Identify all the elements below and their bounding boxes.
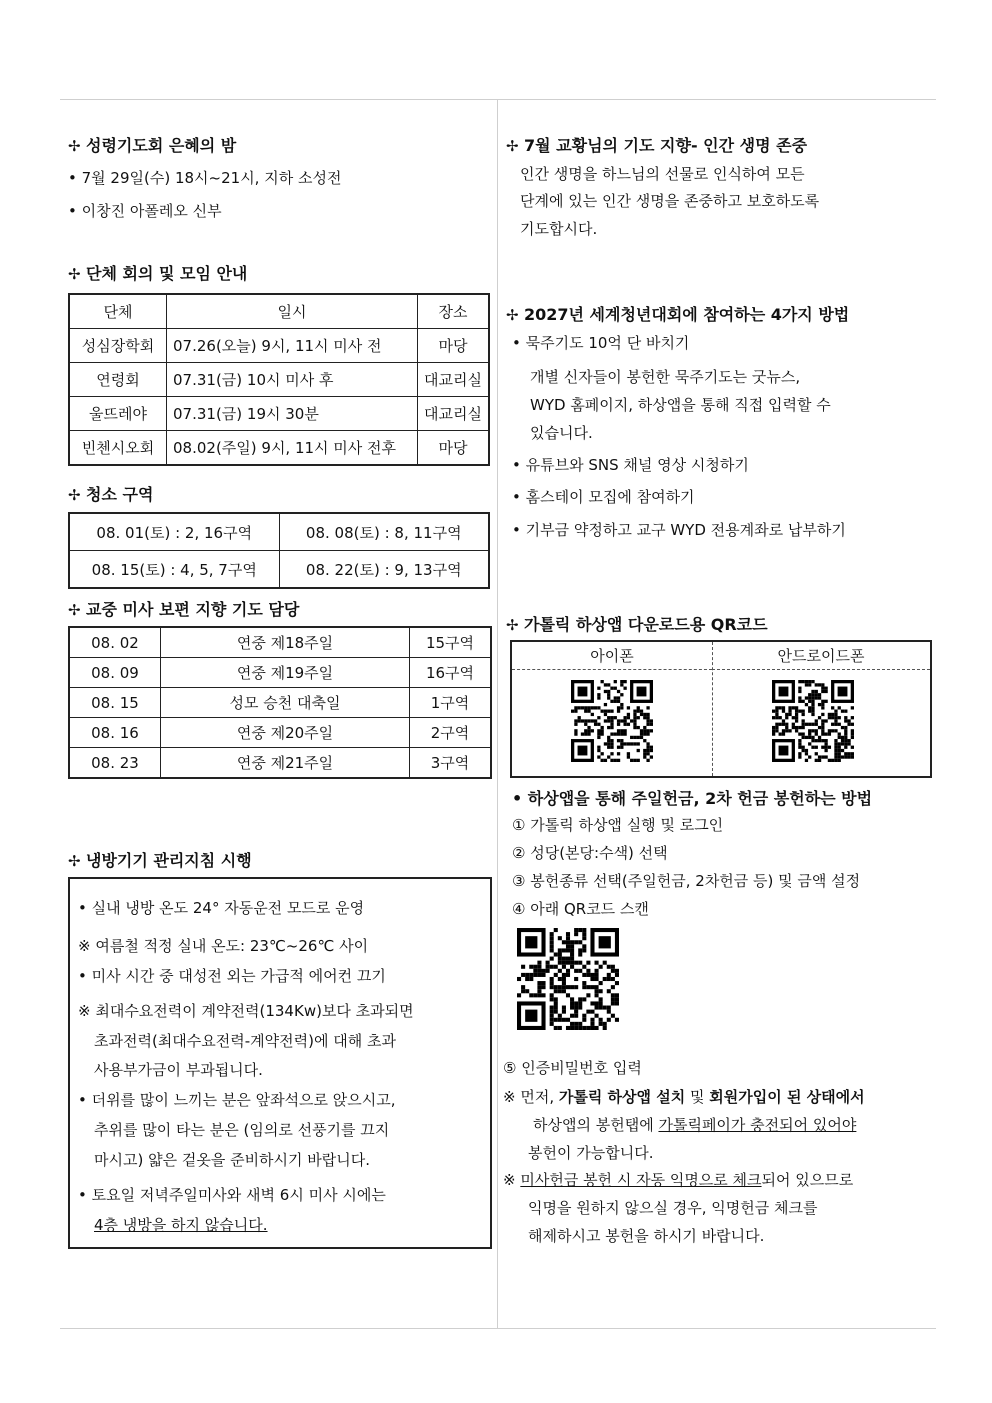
cell: 08. 15 (69, 688, 161, 718)
offering-note (533, 1114, 856, 1135)
cell: 연중 제20주일 (161, 718, 410, 748)
cell: 대교리실 (418, 363, 490, 397)
table-header (69, 294, 489, 329)
pope-line: 단계에 있는 인간 생명을 존중하고 보호하도록 (520, 192, 820, 210)
ac-line: • 토요일 저녁주일미사와 새벽 6시 미사 시에는 (78, 1186, 386, 1204)
table-row (69, 397, 489, 431)
cell: 08. 02 (69, 627, 161, 658)
note-text: ※ 먼저, (503, 1088, 559, 1106)
table-row (69, 658, 491, 688)
ac-line: 마시고) 얇은 겉옷을 준비하시기 바랍니다. (94, 1151, 371, 1169)
col-header: 장소 (418, 294, 490, 329)
table-row (69, 718, 491, 748)
cross-icon: ✢ (506, 137, 519, 155)
cell: 마당 (418, 431, 490, 466)
ac-line: • 미사 시간 중 대성전 외는 가급적 에어컨 끄기 (78, 967, 386, 985)
cell: 15구역 (410, 627, 492, 658)
offering-note: 익명을 원하지 않으실 경우, 익명헌금 체크를 (528, 1199, 818, 1217)
note-text: ※ (503, 1171, 521, 1189)
cell: 연령회 (69, 363, 167, 397)
qr-divider (712, 642, 713, 776)
note-text: 및 (685, 1088, 710, 1106)
qr-download-box (510, 640, 932, 778)
mass-heading: ✢ 교중 미사 보편 지향 기도 담당 (68, 600, 300, 619)
ac-line: 사용부가금이 부과됩니다. (94, 1061, 263, 1079)
wyd-desc: 개별 신자들이 봉헌한 묵주기도는 굿뉴스, (530, 368, 801, 386)
prayer-heading: ✢ 성령기도회 은혜의 밤 (68, 136, 237, 155)
cell: 07.31(금) 10시 미사 후 (167, 363, 418, 397)
pope-heading: ✢ 7월 교황님의 기도 지향- 인간 생명 존중 (506, 136, 808, 155)
col-header: 일시 (167, 294, 418, 329)
wyd-item: • 유튜브와 SNS 채널 영상 시청하기 (512, 456, 749, 474)
ac-line: 4층 냉방을 하지 않습니다. (94, 1216, 268, 1234)
note-text: 되어 있으므로 (761, 1171, 854, 1189)
cell: 08. 09 (69, 658, 161, 688)
ac-line: 초과전력(최대수요전력-계약전력)에 대해 초과 (94, 1032, 396, 1050)
offering-note (503, 1086, 865, 1107)
iphone-label: 아이폰 (512, 642, 712, 670)
top-rule (60, 99, 936, 100)
cell: 08. 15(토) : 4, 5, 7구역 (69, 551, 279, 589)
ac-line: • 더위를 많이 느끼는 분은 앞좌석으로 앉으시고, (78, 1091, 396, 1109)
cleaning-table (68, 512, 490, 589)
offering-note: 봉헌이 가능합니다. (528, 1144, 654, 1162)
cell: 3구역 (410, 748, 492, 779)
cell: 성심장학회 (69, 329, 167, 363)
ac-line: • 실내 냉방 온도 24° 자동운전 모드로 운영 (78, 899, 365, 917)
cleaning-heading: ✢ 청소 구역 (68, 485, 154, 504)
cell: 1구역 (410, 688, 492, 718)
table-row (69, 748, 491, 779)
mass-table (68, 626, 492, 779)
note-underline: 가톨릭페이가 충전되어 있어야 (658, 1116, 857, 1134)
cross-icon: ✢ (506, 306, 519, 324)
note-bold: 회원가입이 된 상태에서 (709, 1088, 865, 1106)
cell: 마당 (418, 329, 490, 363)
offering-step: ⑤ 인증비밀번호 입력 (503, 1059, 642, 1077)
offering-step: ① 가톨릭 하상앱 실행 및 로그인 (512, 816, 724, 834)
cell: 16구역 (410, 658, 492, 688)
cell: 울뜨레야 (69, 397, 167, 431)
ac-line: 추위를 많이 타는 분은 (임의로 선풍기를 끄지 (94, 1121, 390, 1139)
cross-icon: ✢ (68, 486, 81, 504)
offering-qr-code-icon[interactable] (514, 928, 622, 1030)
cell: 연중 제19주일 (161, 658, 410, 688)
offering-note (503, 1169, 853, 1190)
cell: 07.26(오늘) 9시, 11시 미사 전 (167, 329, 418, 363)
cross-icon: ✢ (68, 601, 81, 619)
prayer-item: • 이창진 아폴레오 신부 (68, 202, 222, 220)
cell: 08. 22(토) : 9, 13구역 (279, 551, 489, 589)
cell: 성모 승천 대축일 (161, 688, 410, 718)
offering-note: 해제하시고 봉헌을 하시기 바랍니다. (528, 1227, 765, 1245)
cell: 빈첸시오회 (69, 431, 167, 466)
cross-icon: ✢ (68, 137, 81, 155)
cell: 08. 16 (69, 718, 161, 748)
cell: 2구역 (410, 718, 492, 748)
cell: 08. 01(토) : 2, 16구역 (69, 513, 279, 551)
meetings-heading: ✢ 단체 회의 및 모임 안내 (68, 264, 248, 283)
table-row (69, 551, 489, 589)
offering-step: ③ 봉헌종류 선택(주일헌금, 2차헌금 등) 및 금액 설정 (512, 872, 861, 890)
wyd-desc: 있습니다. (530, 424, 593, 442)
ac-line: ※ 최대수요전력이 계약전력(134Kw)보다 초과되면 (78, 1002, 414, 1020)
ac-line: ※ 여름철 적정 실내 온도: 23℃~26℃ 사이 (78, 937, 369, 955)
pope-line: 인간 생명을 하느님의 선물로 인식하여 모든 (520, 165, 805, 183)
table-row (69, 431, 489, 466)
wyd-heading: ✢ 2027년 세계청년대회에 참여하는 4가지 방법 (506, 305, 850, 324)
column-divider (497, 100, 498, 1328)
pope-line: 기도합시다. (520, 220, 598, 238)
note-underline: 미사헌금 봉헌 시 자동 익명으로 체크 (520, 1171, 762, 1189)
bottom-rule (60, 1328, 936, 1329)
cell: 07.31(금) 19시 30분 (167, 397, 418, 431)
note-bold: 가톨릭 하상앱 설치 (558, 1088, 686, 1106)
table-row (69, 329, 489, 363)
cell: 연중 제18주일 (161, 627, 410, 658)
cell: 08. 23 (69, 748, 161, 779)
table-row (69, 627, 491, 658)
cell: 대교리실 (418, 397, 490, 431)
cell: 08. 08(토) : 8, 11구역 (279, 513, 489, 551)
offering-step: ④ 아래 QR코드 스캔 (512, 900, 649, 918)
offering-step: ② 성당(본당:수색) 선택 (512, 844, 668, 862)
android-label: 안드로이드폰 (712, 642, 930, 670)
table-row (69, 363, 489, 397)
iphone-qr-code-icon[interactable] (571, 680, 653, 762)
offering-heading: • 하상앱을 통해 주일헌금, 2차 헌금 봉헌하는 방법 (512, 789, 873, 808)
prayer-item: • 7월 29일(수) 18시~21시, 지하 소성전 (68, 169, 342, 187)
table-row (69, 688, 491, 718)
ac-notice-box (68, 877, 492, 1249)
cross-icon: ✢ (506, 616, 519, 634)
wyd-desc: WYD 홈페이지, 하상앱을 통해 직접 입력할 수 (530, 396, 831, 414)
cross-icon: ✢ (68, 265, 81, 283)
col-header: 단체 (69, 294, 167, 329)
qr-heading: ✢ 가톨릭 하상앱 다운로드용 QR코드 (506, 615, 768, 634)
ac-heading: ✢ 냉방기기 관리지침 시행 (68, 851, 252, 870)
wyd-item: • 홈스테이 모집에 참여하기 (512, 488, 695, 506)
cell: 08.02(주일) 9시, 11시 미사 전후 (167, 431, 418, 466)
wyd-item: • 묵주기도 10억 단 바치기 (512, 334, 690, 352)
note-text: 하상앱의 봉헌탭에 (533, 1116, 659, 1134)
wyd-item: • 기부금 약정하고 교구 WYD 전용계좌로 납부하기 (512, 521, 846, 539)
table-row (69, 513, 489, 551)
meetings-table (68, 293, 490, 466)
android-qr-code-icon[interactable] (772, 680, 854, 762)
cell: 연중 제21주일 (161, 748, 410, 779)
cross-icon: ✢ (68, 852, 81, 870)
